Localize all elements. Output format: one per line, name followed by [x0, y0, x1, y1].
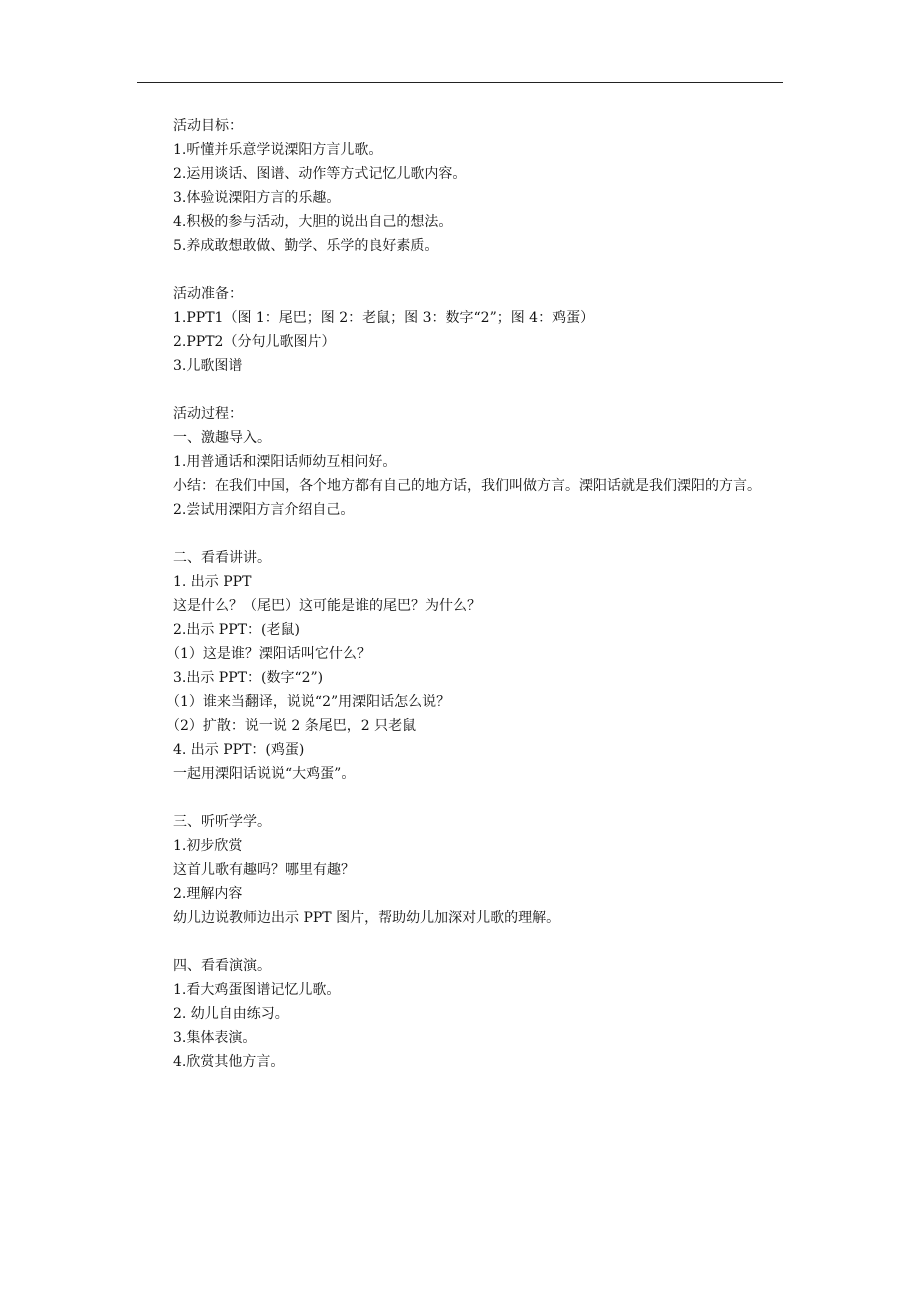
list-item: （2）扩散：说一说 2 条尾巴，2 只老鼠 — [166, 718, 417, 734]
list-item: 1.PPT1（图 1：尾巴；图 2：老鼠；图 3：数字“2”；图 4：鸡蛋） — [173, 310, 595, 326]
list-item: 5.养成敢想敢做、勤学、乐学的良好素质。 — [173, 238, 439, 254]
list-item: 3.集体表演。 — [173, 1030, 257, 1046]
list-item: 一起用溧阳话说说“大鸡蛋”。 — [173, 766, 356, 782]
list-item: 2.PPT2（分句儿歌图片） — [173, 334, 336, 350]
goals-section — [138, 114, 786, 258]
section-heading: 活动准备： — [173, 286, 243, 302]
subsection-title: 一、激趣导入。 — [173, 430, 271, 446]
list-item: 2. 幼儿自由练习。 — [173, 1006, 289, 1022]
list-item: 这是什么？（尾巴）这可能是谁的尾巴？为什么？ — [173, 598, 481, 614]
section-heading: 活动目标： — [173, 118, 243, 134]
subsection-title: 三、听听学学。 — [173, 814, 271, 830]
list-item: 1.看大鸡蛋图谱记忆儿歌。 — [173, 982, 341, 998]
list-item: 1.听懂并乐意学说溧阳方言儿歌。 — [173, 142, 383, 158]
list-item: 3.儿歌图谱 — [173, 358, 243, 374]
list-item: 2.尝试用溧阳方言介绍自己。 — [173, 502, 355, 518]
summary-text: 小结：在我们中国，各个地方都有自己的地方话，我们叫做方言。溧阳话就是我们溧阳的方言。 — [173, 478, 761, 494]
subsection-title: 四、看看演演。 — [173, 958, 271, 974]
list-item: 2.出示 PPT：(老鼠) — [173, 622, 300, 638]
preparation-section — [138, 282, 786, 378]
header-rule — [137, 82, 783, 83]
list-item: 这首儿歌有趣吗？哪里有趣？ — [173, 862, 355, 878]
list-item: 4.欣赏其他方言。 — [173, 1054, 285, 1070]
list-item: 4. 出示 PPT：(鸡蛋) — [173, 742, 305, 758]
list-item: 2.运用谈话、图谱、动作等方式记忆儿歌内容。 — [173, 166, 467, 182]
list-item: 1.初步欣赏 — [173, 838, 243, 854]
section-heading: 活动过程： — [173, 406, 243, 422]
list-item: 4.积极的参与活动，大胆的说出自己的想法。 — [173, 214, 453, 230]
list-item: 2.理解内容 — [173, 886, 243, 902]
document-body — [138, 114, 786, 1074]
list-item: （1）这是谁？溧阳话叫它什么？ — [166, 646, 371, 662]
list-item: 3.体验说溧阳方言的乐趣。 — [173, 190, 341, 206]
list-item: 幼儿边说教师边出示 PPT 图片，帮助幼儿加深对儿歌的理解。 — [173, 910, 561, 926]
subsection-title: 二、看看讲讲。 — [173, 550, 271, 566]
list-item: 1.用普通话和溧阳话师幼互相问好。 — [173, 454, 397, 470]
list-item: 3.出示 PPT：(数字“2”) — [173, 670, 324, 686]
summary-paragraph — [138, 474, 786, 498]
process-section — [138, 402, 786, 1074]
list-item: 1. 出示 PPT — [173, 574, 252, 590]
list-item: （1）谁来当翻译，说说“2”用溧阳话怎么说？ — [166, 694, 451, 710]
